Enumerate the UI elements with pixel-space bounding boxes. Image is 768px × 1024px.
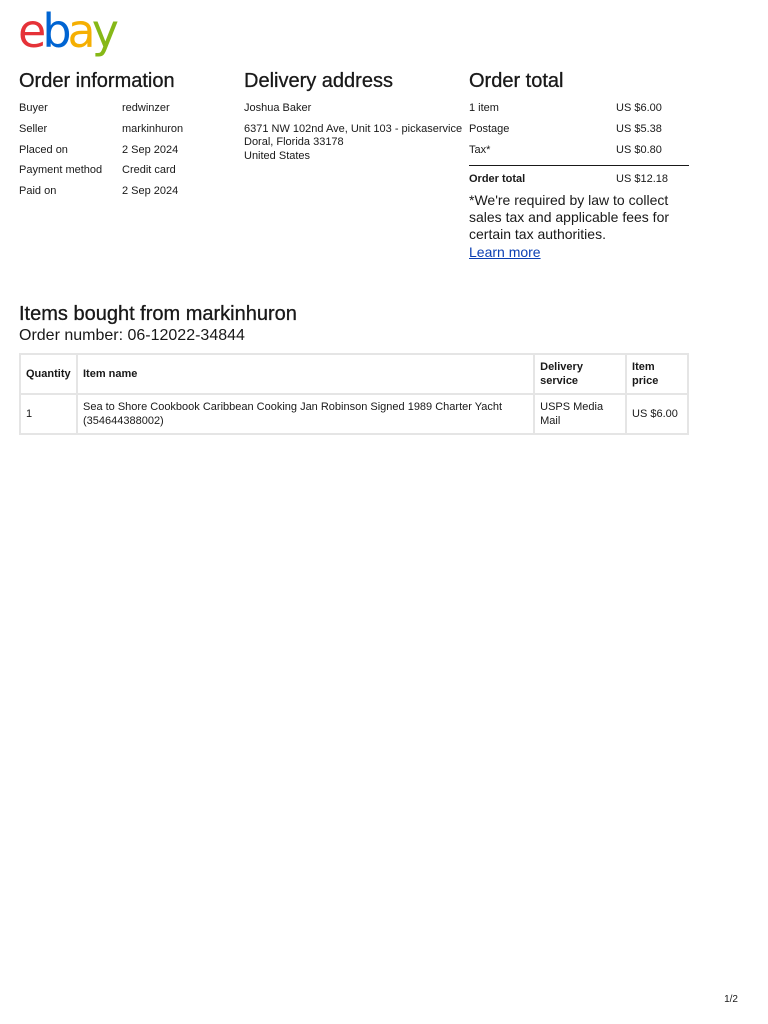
order-total-value: US $12.18 (616, 173, 668, 185)
quantity-cell: 1 (21, 395, 76, 433)
table-row (21, 395, 687, 433)
tax-note: *We're required by law to collect sales tax and applicable fees for certain tax authorities. (469, 192, 670, 242)
logo-letter-e: e (18, 4, 43, 58)
address-line-2: Doral, Florida 33178 (244, 136, 344, 148)
items-section-title: Items bought from markinhuron (19, 303, 297, 325)
logo-letter-y: y (91, 4, 115, 58)
ebay-logo (18, 6, 115, 56)
buyer-label: Buyer (19, 102, 48, 114)
delivery-service-header: Delivery service (535, 355, 625, 393)
tax-value: US $0.80 (616, 144, 662, 156)
learn-more-link[interactable]: Learn more (469, 244, 541, 260)
page-number: 1/2 (724, 994, 738, 1005)
tax-label: Tax* (469, 144, 491, 156)
delivery-service-cell: USPS Media Mail (535, 395, 625, 433)
logo-letter-b: b (42, 4, 68, 58)
items-table (19, 353, 689, 435)
items-subtotal-value: US $6.00 (616, 102, 662, 114)
recipient-name: Joshua Baker (244, 102, 312, 114)
address-line-1: 6371 NW 102nd Ave, Unit 103 - pickaservice (244, 123, 463, 135)
item-price-header: Item price (627, 355, 687, 393)
postage-value: US $5.38 (616, 123, 662, 135)
postage-label: Postage (469, 123, 510, 135)
payment-method-value: Credit card (122, 164, 176, 176)
item-name-cell: Sea to Shore Cookbook Caribbean Cooking Jan Robinson Signed 1989 Charter Yacht (354644388002) (78, 395, 533, 433)
paid-on-label: Paid on (19, 185, 57, 197)
order-total-title: Order total (469, 70, 564, 92)
paid-on-value: 2 Sep 2024 (122, 185, 179, 197)
payment-method-label: Payment method (19, 164, 103, 176)
address-country: United States (244, 150, 311, 162)
seller-label: Seller (19, 123, 48, 135)
logo-letter-a: a (67, 4, 92, 58)
items-count-label: 1 item (469, 102, 499, 114)
placed-on-value: 2 Sep 2024 (122, 144, 179, 156)
item-name-header: Item name (78, 355, 533, 393)
order-total-label: Order total (469, 173, 526, 185)
delivery-address-title: Delivery address (244, 70, 393, 92)
order-information-title: Order information (19, 70, 175, 92)
order-number: Order number: 06-12022-34844 (19, 327, 245, 344)
total-divider (469, 165, 689, 166)
placed-on-label: Placed on (19, 144, 68, 156)
quantity-header: Quantity (21, 355, 76, 393)
buyer-value: redwinzer (122, 102, 170, 114)
item-price-cell: US $6.00 (627, 395, 687, 433)
seller-value: markinhuron (122, 123, 184, 135)
table-header-row (21, 355, 687, 393)
